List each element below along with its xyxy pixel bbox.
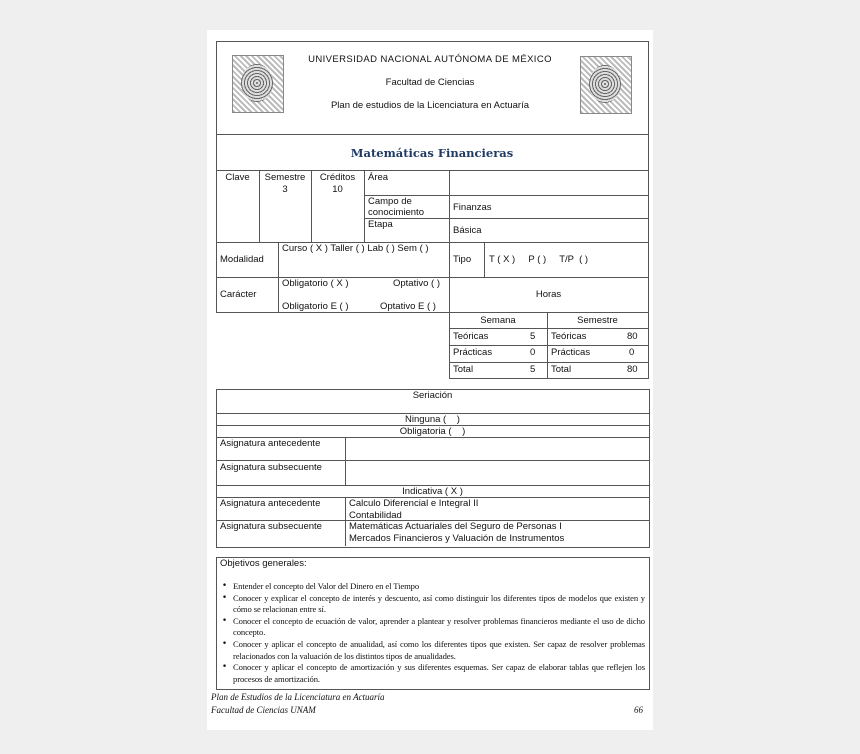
semestre-label: Semestre — [264, 172, 306, 183]
tipo-value: T ( X ) P ( ) T/P ( ) — [489, 254, 589, 265]
creditos-value: 10 — [332, 184, 343, 195]
campo-label-1: Campo de — [368, 196, 412, 207]
hours-semestre-value: 0 — [629, 347, 635, 358]
obligatorio-e-option: Obligatorio E ( ) — [282, 301, 349, 312]
unam-seal-icon — [232, 55, 284, 113]
objetivos-list — [219, 581, 645, 685]
horas-label: Horas — [535, 289, 562, 300]
faculty-seal-icon — [580, 56, 632, 114]
tipo-label: Tipo — [453, 254, 472, 265]
hours-row-label: Total — [551, 364, 572, 375]
hours-semana-value: 5 — [530, 331, 536, 342]
campo-label-2: conocimiento — [368, 207, 424, 218]
objetivo-item: • Conocer el concepto de ecuación de valor, aprender a plantear y resolver problemas financieros mediante el uso de dicho concepto. — [219, 616, 645, 639]
faculty-name: Facultad de Ciencias — [385, 77, 475, 88]
clave-label: Clave — [225, 172, 250, 183]
objetivo-item: • Conocer y aplicar el concepto de amortización y sus diferentes esquemas. Ser capaz de elaborar tablas que reflejen los procesos de amortización. — [219, 662, 645, 685]
etapa-label: Etapa — [368, 219, 393, 230]
hours-row-label: Prácticas — [453, 347, 493, 358]
optativo-option: Optativo ( ) — [393, 278, 440, 289]
subsecuente-label: Asignatura subsecuente — [220, 462, 322, 473]
campo-value: Finanzas — [453, 202, 492, 213]
modalidad-value: Curso ( X ) Taller ( ) Lab ( ) Sem ( ) — [282, 243, 429, 254]
objetivo-item: • Entender el concepto del Valor del Dinero en el Tiempo — [219, 581, 645, 593]
ind-subsecuente-value-1: Matemáticas Actuariales del Seguro de Personas I — [349, 521, 562, 532]
hours-semestre-value: 80 — [627, 331, 638, 342]
antecedente-label: Asignatura antecedente — [220, 438, 321, 449]
ind-subsecuente-value-2: Mercados Financieros y Valuación de Instrumentos — [349, 533, 565, 544]
hours-row-label: Total — [453, 364, 474, 375]
hours-semana-value: 5 — [530, 364, 536, 375]
objetivo-item: • Conocer y explicar el concepto de interés y descuento, así como distinguir los diferentes tipos de modelos que existen y cómo se relacionan entre sí. — [219, 593, 645, 616]
semana-header: Semana — [480, 315, 516, 326]
ind-antecedente-value-1: Calculo Diferencial e Integral II — [349, 498, 479, 509]
course-title: Matemáticas Financieras — [350, 146, 514, 160]
footer-line-2: Facultad de Ciencias UNAM — [211, 705, 316, 715]
seriacion-title: Seriación — [412, 390, 453, 401]
university-name: UNIVERSIDAD NACIONAL AUTÓNOMA DE MÉXICO — [308, 54, 552, 65]
obligatoria-option: Obligatoria ( ) — [399, 426, 466, 437]
modalidad-label: Modalidad — [220, 254, 264, 265]
objetivos-title: Objetivos generales: — [220, 558, 307, 569]
obligatorio-option: Obligatorio ( X ) — [282, 278, 349, 289]
objetivo-item: • Conocer y aplicar el concepto de anualidad, así como los diferentes tipos que existen. Ser capaz de resolver problemas relacionados con la valuación de los distintos tipos de anualidades. — [219, 639, 645, 662]
ind-antecedente-value-2: Contabilidad — [349, 510, 402, 521]
creditos-label: Créditos — [319, 172, 356, 183]
etapa-value: Básica — [453, 225, 482, 236]
semestre-header: Semestre — [577, 315, 618, 326]
semestre-value: 3 — [282, 184, 288, 195]
optativo-e-option: Optativo E ( ) — [380, 301, 436, 312]
ninguna-option: Ninguna ( ) — [405, 414, 460, 425]
hours-row-label: Prácticas — [551, 347, 591, 358]
area-label: Área — [368, 172, 389, 183]
hours-row-label: Teóricas — [551, 331, 587, 342]
ind-antecedente-label: Asignatura antecedente — [220, 498, 321, 509]
hours-row-label: Teóricas — [453, 331, 489, 342]
caracter-label: Carácter — [220, 289, 257, 300]
hours-semana-value: 0 — [530, 347, 536, 358]
ind-subsecuente-label: Asignatura subsecuente — [220, 521, 322, 532]
page-number: 66 — [634, 705, 643, 715]
footer-line-1: Plan de Estudios de la Licenciatura en Actuaría — [211, 692, 385, 702]
hours-semestre-value: 80 — [627, 364, 638, 375]
plan-name: Plan de estudios de la Licenciatura en Actuaría — [330, 100, 530, 111]
indicativa-option: Indicativa ( X ) — [402, 486, 463, 497]
